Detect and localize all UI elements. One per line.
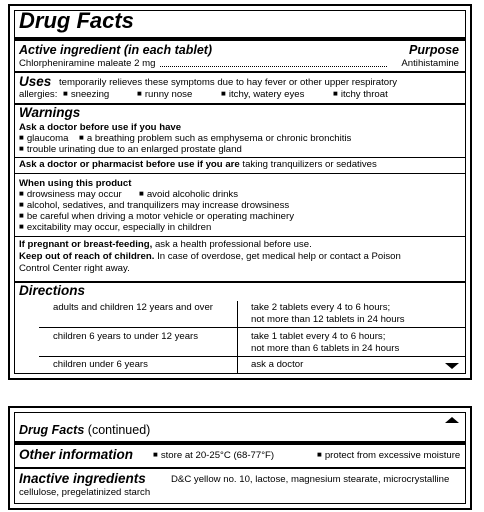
divider — [15, 103, 465, 105]
table-row-divider — [39, 327, 465, 328]
when-using-item: ■ alcohol, sedatives, and tranquilizers may increase drowsiness — [19, 200, 289, 211]
directions-dose: not more than 12 tablets in 24 hours — [251, 314, 405, 325]
divider — [15, 236, 465, 237]
divider — [15, 467, 465, 469]
when-using-item: ■ excitability may occur, especially in children — [19, 222, 211, 233]
divider — [15, 157, 465, 158]
ask-pharmacist — [19, 159, 377, 170]
inactive-text-cont: cellulose, pregelatinized starch — [19, 487, 151, 498]
purpose-heading: Purpose — [408, 43, 459, 57]
ask-pharmacist-rest: taking tranquilizers or sedatives — [242, 159, 377, 170]
keep-out-warning-cont: Control Center right away. — [19, 263, 130, 274]
keep-out-warning — [19, 251, 401, 262]
continued-title — [19, 423, 150, 437]
warnings-heading: Warnings — [19, 105, 81, 120]
ask-doctor-item: ■ trouble urinating due to an enlarged prostate gland — [19, 144, 242, 155]
uses-heading: Uses — [19, 74, 52, 89]
drug-facts-continued-panel — [8, 406, 472, 510]
uses-text: temporarily relieves these symptoms due to hay fever or other upper respiratory — [59, 77, 398, 88]
pregnant-bold: If pregnant or breast-feeding, — [19, 239, 153, 250]
drug-facts-panel — [8, 4, 472, 380]
when-using-item: ■ drowsiness may occur — [19, 189, 122, 200]
pregnant-warning — [19, 239, 312, 250]
continued-title-rest: (continued) — [87, 423, 151, 437]
directions-dose: take 1 tablet every 4 to 6 hours; — [251, 331, 386, 342]
ask-doctor-item: ■ glaucoma — [19, 133, 68, 144]
divider — [15, 71, 465, 73]
panel-inner-border — [14, 412, 466, 504]
table-column-divider — [237, 301, 238, 373]
directions-who: children 6 years to under 12 years — [53, 331, 199, 342]
uses-item: ■ sneezing — [63, 89, 109, 100]
directions-who: children under 6 years — [53, 359, 148, 370]
continued-title-bold: Drug Facts — [19, 423, 85, 437]
other-info-heading: Other information — [19, 447, 133, 462]
triangle-up-icon — [445, 417, 459, 423]
uses-allergies-label: allergies: — [19, 89, 58, 100]
uses-item: ■ runny nose — [137, 89, 192, 100]
dot-leader — [160, 63, 387, 67]
inactive-heading: Inactive ingredients — [19, 471, 146, 486]
drug-facts-title: Drug Facts — [19, 8, 134, 33]
directions-dose: take 2 tablets every 4 to 6 hours; — [251, 302, 391, 313]
uses-item: ■ itchy, watery eyes — [221, 89, 304, 100]
ask-doctor-item: ■ a breathing problem such as emphysema or chronic bronchitis — [79, 133, 351, 144]
divider — [15, 37, 465, 41]
triangle-down-icon — [445, 363, 459, 369]
inactive-text: D&C yellow no. 10, lactose, magnesium stearate, microcrystalline — [171, 474, 450, 485]
other-info-item: ■ store at 20-25°C (68-77°F) — [153, 450, 274, 461]
pregnant-rest: ask a health professional before use. — [154, 239, 312, 250]
directions-dose: not more than 6 tablets in 24 hours — [251, 343, 400, 354]
active-ingredient: Chlorpheniramine maleate 2 mg — [19, 58, 156, 69]
when-using-heading: When using this product — [19, 178, 132, 189]
directions-who: adults and children 12 years and over — [53, 302, 213, 313]
when-using-item: ■ be careful when driving a motor vehicle or operating machinery — [19, 211, 294, 222]
ask-pharmacist-bold: Ask a doctor or pharmacist before use if you are — [19, 159, 240, 170]
keep-out-rest: In case of overdose, get medical help or contact a Poison — [157, 251, 401, 262]
uses-item: ■ itchy throat — [333, 89, 388, 100]
directions-heading: Directions — [19, 283, 86, 298]
active-ingredient-heading: Active ingredient (in each tablet) — [19, 43, 213, 57]
active-purpose: Antihistamine — [401, 58, 459, 69]
other-info-item: ■ protect from excessive moisture — [317, 450, 460, 461]
directions-dose: ask a doctor — [251, 359, 304, 370]
panel-inner-border — [14, 10, 466, 374]
divider — [15, 173, 465, 174]
when-using-item: ■ avoid alcoholic drinks — [139, 189, 238, 200]
keep-out-bold: Keep out of reach of children. — [19, 251, 155, 262]
table-row-divider — [39, 356, 465, 357]
divider — [15, 441, 465, 445]
ask-doctor-heading: Ask a doctor before use if you have — [19, 122, 182, 133]
